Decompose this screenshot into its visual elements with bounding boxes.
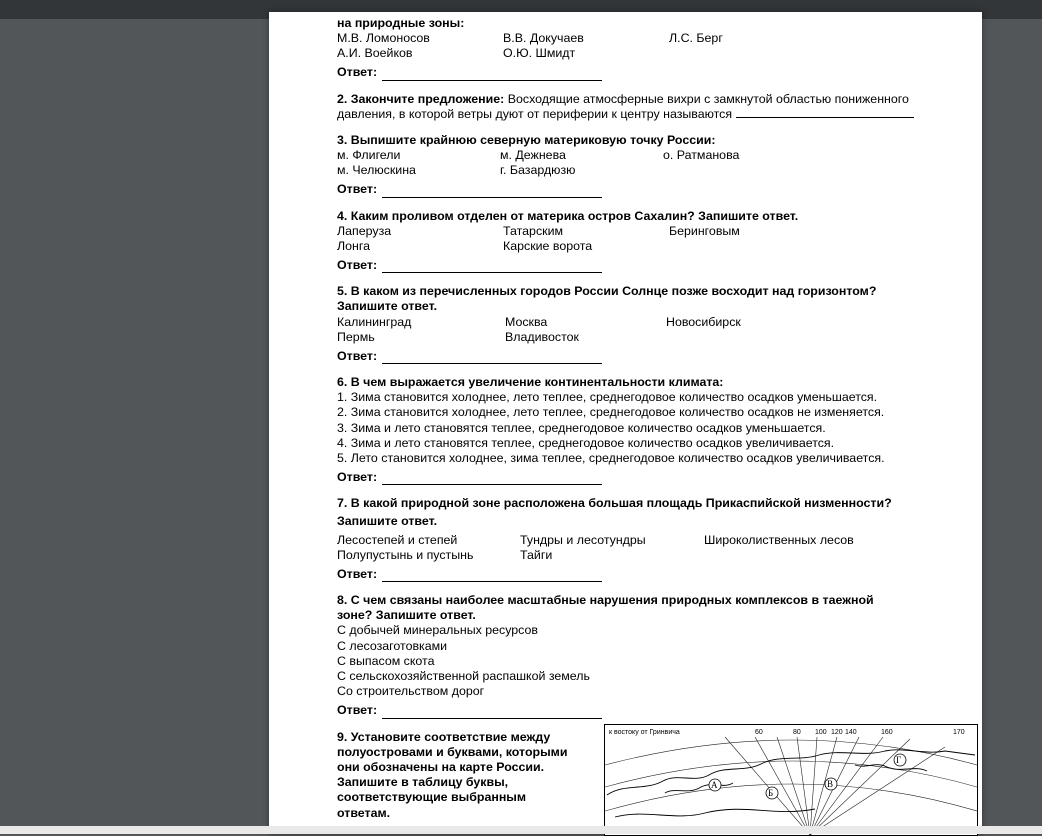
option: 1. Зима становится холоднее, лето теплее, среднегодовое количество осадков уменьшается. xyxy=(337,390,878,405)
map-caption: к востоку от Гринвича xyxy=(609,729,680,736)
bottom-strip xyxy=(0,826,1042,834)
question-8-title: 8. С чем связаны наиболее масштабные нарушения природных комплексов в таежной xyxy=(337,593,874,608)
question-5-subtitle: Запишите ответ. xyxy=(337,299,438,314)
answer-line[interactable] xyxy=(382,260,602,273)
option: Карские ворота xyxy=(503,239,593,254)
answer-field[interactable] xyxy=(337,182,967,198)
options-row xyxy=(337,533,967,548)
map-letter: Г xyxy=(896,755,902,765)
question-9-line: они обозначены на карте России. xyxy=(337,759,545,774)
answer-field[interactable] xyxy=(337,348,967,364)
option: Москва xyxy=(505,314,548,329)
question-2-line2: давления, в которой ветры дуют от периферии к центру называются xyxy=(337,106,733,121)
option: О.Ю. Шмидт xyxy=(503,46,576,61)
question-8-subtitle: зоне? Запишите ответ. xyxy=(337,608,476,623)
answer-line[interactable] xyxy=(382,185,602,198)
question-9-text xyxy=(337,730,577,821)
option: м. Челюскина xyxy=(337,163,416,178)
document-page xyxy=(269,12,982,834)
options-row xyxy=(337,224,967,239)
question-2-line1: Восходящие атмосферные вихри с замкнутой областью пониженного xyxy=(504,91,909,106)
question-2-lead: 2. Закончите предложение: xyxy=(337,91,505,106)
answer-label: Ответ: xyxy=(337,348,378,363)
answer-line[interactable] xyxy=(382,351,602,364)
option: 2. Зима становится холоднее, лето теплее, среднегодовое количество осадков не изменяется. xyxy=(337,405,885,420)
option: Широколиственных лесов xyxy=(704,532,854,547)
answer-label: Ответ: xyxy=(337,566,378,581)
option: Татарским xyxy=(503,223,564,238)
question-6 xyxy=(337,375,967,485)
map-longitude: 80 xyxy=(793,729,801,736)
option: Лонга xyxy=(337,239,371,254)
option: С лесозаготовками xyxy=(337,638,448,653)
option: А.И. Воейков xyxy=(337,46,413,61)
map-coastline xyxy=(607,750,975,817)
answer-line[interactable] xyxy=(382,68,602,81)
answer-line[interactable] xyxy=(736,107,914,118)
option: г. Базардюзю xyxy=(500,163,576,178)
answer-line[interactable] xyxy=(382,472,602,485)
question-9-line: соответствующие выбранным xyxy=(337,790,527,805)
option: 3. Зима и лето становятся теплее, среднегодовое количество осадков уменьшается. xyxy=(337,420,826,435)
option: Владивосток xyxy=(505,329,579,344)
option: о. Ратманова xyxy=(663,148,740,163)
question-7-title: 7. В какой природной зоне расположена большая площадь Прикаспийской низменности? xyxy=(337,496,892,511)
answer-label: Ответ: xyxy=(337,258,378,273)
options-row xyxy=(337,148,967,163)
question-9-line: Запишите в таблицу буквы, xyxy=(337,775,509,790)
question-1 xyxy=(337,16,967,81)
option: М.В. Ломоносов xyxy=(337,31,430,46)
map-longitude: 60 xyxy=(755,729,763,736)
option: С сельскохозяйственной распашкой земель xyxy=(337,669,590,684)
options-row xyxy=(337,315,967,330)
question-5-title: 5. В каком из перечисленных городов России Солнце позже восходит над горизонтом? xyxy=(337,284,877,299)
option: 5. Лето становится холоднее, зима теплее, среднегодовое количество осадков увеличивается. xyxy=(337,451,885,466)
options-row xyxy=(337,548,967,563)
option: Тайги xyxy=(520,547,553,562)
answer-field[interactable] xyxy=(337,65,967,81)
map-letter: В xyxy=(827,779,834,789)
answer-field[interactable] xyxy=(337,703,967,719)
question-7 xyxy=(337,496,967,582)
option: Л.С. Берг xyxy=(669,31,723,46)
map-letters xyxy=(709,754,906,799)
question-6-title: 6. В чем выражается увеличение континентальности климата: xyxy=(337,375,724,390)
question-2-text xyxy=(337,92,967,107)
option: Тундры и лесотундры xyxy=(520,532,646,547)
answer-label: Ответ: xyxy=(337,703,378,718)
answer-label: Ответ: xyxy=(337,65,378,80)
question-9-line: полуостровами и буквами, которыми xyxy=(337,744,568,759)
answer-field[interactable] xyxy=(337,566,967,582)
question-4-title: 4. Каким проливом отделен от материка остров Сахалин? Запишите ответ. xyxy=(337,208,799,223)
map-longitude: 170 xyxy=(953,729,965,736)
question-3-title: 3. Выпишите крайнюю северную материковую точку России: xyxy=(337,133,716,148)
answer-field[interactable] xyxy=(337,469,967,485)
map-longitude: 160 xyxy=(881,729,893,736)
document-content xyxy=(337,16,967,821)
option: м. Дежнева xyxy=(500,148,566,163)
option: С выпасом скота xyxy=(337,653,435,668)
question-5 xyxy=(337,284,967,364)
map-longitude: 140 xyxy=(845,729,857,736)
options-row xyxy=(337,239,967,254)
question-8 xyxy=(337,593,967,718)
map-letter: Б xyxy=(768,788,774,798)
options-row xyxy=(337,330,967,345)
option: Пермь xyxy=(337,329,375,344)
answer-field[interactable] xyxy=(337,257,967,273)
answer-label: Ответ: xyxy=(337,182,378,197)
option: Беринговым xyxy=(669,223,740,238)
option: Со строительством дорог xyxy=(337,684,485,699)
answer-label: Ответ: xyxy=(337,470,378,485)
question-7-subtitle: Запишите ответ. xyxy=(337,514,438,529)
options-row xyxy=(337,46,967,61)
options-row xyxy=(337,163,967,178)
answer-line[interactable] xyxy=(382,706,602,719)
question-9-line: ответам. xyxy=(337,805,391,820)
option: В.В. Докучаев xyxy=(503,31,584,46)
option: Калининград xyxy=(337,314,412,329)
option: Полупустынь и пустынь xyxy=(337,547,474,562)
russia-map-drawing xyxy=(605,725,977,835)
answer-line[interactable] xyxy=(382,569,602,582)
question-9-line: 9. Установите соответствие между xyxy=(337,729,551,744)
question-1-title: на природные зоны: xyxy=(337,16,465,30)
map-longitude: 100 xyxy=(815,729,827,736)
map-longitude: 120 xyxy=(831,729,843,736)
option: 4. Зима и лето становятся теплее, среднегодовое количество осадков увеличивается. xyxy=(337,435,835,450)
option: Лаперуза xyxy=(337,223,392,238)
option: С добычей минеральных ресурсов xyxy=(337,623,538,638)
option: Новосибирск xyxy=(666,314,741,329)
option: м. Флигели xyxy=(337,148,401,163)
map-letter: А xyxy=(711,780,718,790)
question-3 xyxy=(337,133,967,198)
russia-map xyxy=(604,724,978,836)
question-2 xyxy=(337,92,967,122)
option: Лесостепей и степей xyxy=(337,532,458,547)
question-4 xyxy=(337,209,967,274)
options-row xyxy=(337,31,967,46)
question-2-continuation xyxy=(337,107,967,122)
